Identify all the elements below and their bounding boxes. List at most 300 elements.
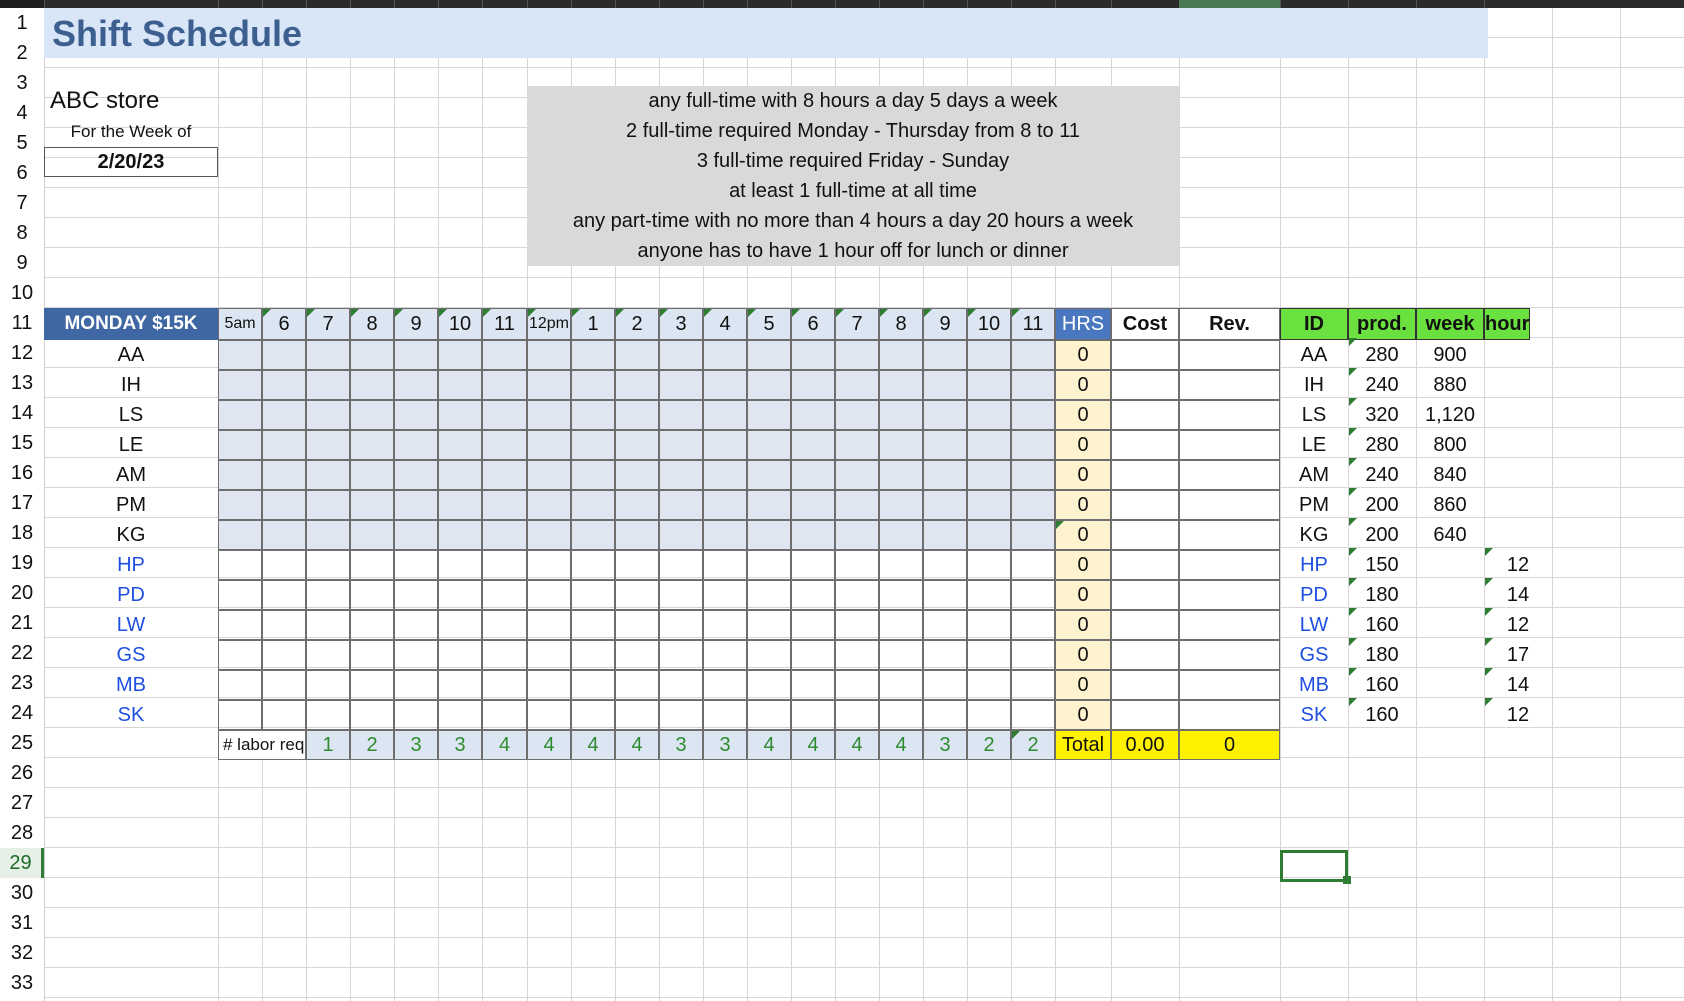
schedule-slot[interactable]: [1011, 670, 1055, 700]
schedule-slot[interactable]: [703, 700, 747, 730]
rev-cell[interactable]: [1179, 370, 1280, 400]
staff-id[interactable]: LS: [1301, 403, 1327, 426]
schedule-slot[interactable]: [879, 580, 923, 610]
schedule-slot[interactable]: [659, 430, 703, 460]
row-number[interactable]: 27: [10, 792, 34, 814]
time-header[interactable]: 8: [879, 308, 923, 340]
employee-name[interactable]: GS: [116, 643, 146, 666]
cost-cell[interactable]: [1111, 670, 1179, 700]
schedule-slot[interactable]: [350, 430, 394, 460]
staff-id[interactable]: AM: [1299, 463, 1329, 486]
schedule-slot[interactable]: [1011, 700, 1055, 730]
schedule-slot[interactable]: [394, 670, 438, 700]
staff-week[interactable]: 1,120: [1424, 403, 1476, 426]
schedule-slot[interactable]: [923, 580, 967, 610]
row-number[interactable]: 10: [10, 282, 34, 304]
staff-hour[interactable]: 14: [1506, 583, 1530, 606]
schedule-slot[interactable]: [659, 400, 703, 430]
schedule-slot[interactable]: [747, 370, 791, 400]
staff-id[interactable]: HP: [1300, 553, 1328, 576]
schedule-slot[interactable]: [218, 340, 262, 370]
schedule-slot[interactable]: [527, 400, 571, 430]
staff-prod[interactable]: 160: [1365, 703, 1399, 726]
schedule-slot[interactable]: [967, 700, 1011, 730]
hours-total[interactable]: 0: [1055, 640, 1111, 670]
schedule-slot[interactable]: [262, 640, 306, 670]
schedule-slot[interactable]: [747, 700, 791, 730]
schedule-slot[interactable]: [923, 610, 967, 640]
labor-required-value[interactable]: 3: [703, 730, 747, 760]
rev-cell[interactable]: [1179, 490, 1280, 520]
schedule-slot[interactable]: [923, 430, 967, 460]
schedule-slot[interactable]: [967, 340, 1011, 370]
schedule-slot[interactable]: [703, 520, 747, 550]
schedule-slot[interactable]: [1011, 460, 1055, 490]
schedule-slot[interactable]: [394, 580, 438, 610]
employee-name[interactable]: SK: [117, 703, 145, 726]
schedule-slot[interactable]: [527, 430, 571, 460]
time-header[interactable]: 6: [791, 308, 835, 340]
cost-cell[interactable]: [1111, 460, 1179, 490]
schedule-slot[interactable]: [218, 490, 262, 520]
schedule-slot[interactable]: [615, 340, 659, 370]
schedule-slot[interactable]: [879, 400, 923, 430]
staff-hour[interactable]: 12: [1506, 703, 1530, 726]
schedule-slot[interactable]: [747, 520, 791, 550]
schedule-slot[interactable]: [527, 460, 571, 490]
rev-cell[interactable]: [1179, 550, 1280, 580]
schedule-slot[interactable]: [923, 670, 967, 700]
schedule-slot[interactable]: [835, 430, 879, 460]
rev-cell[interactable]: [1179, 430, 1280, 460]
schedule-slot[interactable]: [1011, 340, 1055, 370]
schedule-slot[interactable]: [527, 610, 571, 640]
staff-hour[interactable]: 17: [1506, 643, 1530, 666]
column-header-bar[interactable]: [0, 0, 1684, 8]
staff-id[interactable]: GS: [1299, 643, 1329, 666]
schedule-slot[interactable]: [835, 400, 879, 430]
time-header[interactable]: 10: [967, 308, 1011, 340]
row-number[interactable]: 18: [10, 522, 34, 544]
staff-week[interactable]: 900: [1433, 343, 1467, 366]
row-number[interactable]: 5: [16, 132, 28, 154]
schedule-slot[interactable]: [350, 460, 394, 490]
hours-total[interactable]: 0: [1055, 490, 1111, 520]
staff-prod[interactable]: 180: [1365, 643, 1399, 666]
schedule-slot[interactable]: [659, 580, 703, 610]
fill-handle[interactable]: [1343, 876, 1351, 884]
cost-cell[interactable]: [1111, 700, 1179, 730]
time-header[interactable]: 7: [835, 308, 879, 340]
staff-id[interactable]: KG: [1299, 523, 1329, 546]
staff-id[interactable]: LE: [1301, 433, 1327, 456]
schedule-slot[interactable]: [527, 550, 571, 580]
schedule-slot[interactable]: [394, 550, 438, 580]
staff-hour[interactable]: 12: [1506, 613, 1530, 636]
schedule-slot[interactable]: [394, 700, 438, 730]
time-header[interactable]: 5: [747, 308, 791, 340]
schedule-slot[interactable]: [703, 610, 747, 640]
schedule-slot[interactable]: [571, 340, 615, 370]
time-header[interactable]: 10: [438, 308, 482, 340]
cost-cell[interactable]: [1111, 640, 1179, 670]
schedule-slot[interactable]: [747, 430, 791, 460]
schedule-slot[interactable]: [835, 370, 879, 400]
schedule-slot[interactable]: [835, 460, 879, 490]
day-header[interactable]: MONDAY $15K: [44, 308, 218, 340]
time-header[interactable]: 5am: [218, 308, 262, 340]
time-header[interactable]: 4: [703, 308, 747, 340]
schedule-slot[interactable]: [659, 670, 703, 700]
time-header[interactable]: 6: [262, 308, 306, 340]
cost-cell[interactable]: [1111, 370, 1179, 400]
schedule-slot[interactable]: [967, 370, 1011, 400]
schedule-slot[interactable]: [747, 670, 791, 700]
schedule-slot[interactable]: [1011, 520, 1055, 550]
schedule-slot[interactable]: [571, 490, 615, 520]
schedule-slot[interactable]: [1011, 580, 1055, 610]
cost-cell[interactable]: [1111, 550, 1179, 580]
row-number[interactable]: 30: [10, 882, 34, 904]
schedule-slot[interactable]: [350, 340, 394, 370]
schedule-slot[interactable]: [1011, 430, 1055, 460]
staff-hour[interactable]: [1484, 370, 1552, 400]
schedule-slot[interactable]: [306, 580, 350, 610]
schedule-slot[interactable]: [438, 700, 482, 730]
schedule-slot[interactable]: [438, 340, 482, 370]
staff-prod[interactable]: 200: [1365, 523, 1399, 546]
schedule-slot[interactable]: [747, 460, 791, 490]
staff-week[interactable]: [1416, 580, 1484, 610]
schedule-slot[interactable]: [350, 670, 394, 700]
staff-week[interactable]: 880: [1433, 373, 1467, 396]
staff-week[interactable]: 860: [1433, 493, 1467, 516]
schedule-slot[interactable]: [791, 400, 835, 430]
schedule-slot[interactable]: [1011, 490, 1055, 520]
schedule-slot[interactable]: [879, 700, 923, 730]
schedule-slot[interactable]: [482, 640, 527, 670]
schedule-slot[interactable]: [1011, 550, 1055, 580]
labor-required-value[interactable]: 3: [923, 730, 967, 760]
labor-required-value[interactable]: 1: [306, 730, 350, 760]
schedule-slot[interactable]: [394, 520, 438, 550]
schedule-slot[interactable]: [879, 370, 923, 400]
row-number[interactable]: 9: [16, 252, 28, 274]
schedule-slot[interactable]: [527, 490, 571, 520]
schedule-slot[interactable]: [218, 520, 262, 550]
schedule-slot[interactable]: [262, 580, 306, 610]
row-number[interactable]: 17: [10, 492, 34, 514]
schedule-slot[interactable]: [394, 490, 438, 520]
cost-cell[interactable]: [1111, 610, 1179, 640]
staff-week[interactable]: [1416, 550, 1484, 580]
schedule-slot[interactable]: [482, 670, 527, 700]
cost-cell[interactable]: [1111, 580, 1179, 610]
row-number[interactable]: 19: [10, 552, 34, 574]
staff-week[interactable]: 840: [1433, 463, 1467, 486]
schedule-slot[interactable]: [659, 520, 703, 550]
staff-id[interactable]: AA: [1300, 343, 1328, 366]
schedule-slot[interactable]: [659, 490, 703, 520]
row-number[interactable]: 24: [10, 702, 34, 724]
time-header[interactable]: 8: [350, 308, 394, 340]
schedule-slot[interactable]: [438, 610, 482, 640]
schedule-slot[interactable]: [218, 610, 262, 640]
select-all-corner[interactable]: [0, 0, 44, 8]
schedule-slot[interactable]: [527, 700, 571, 730]
schedule-slot[interactable]: [835, 520, 879, 550]
schedule-slot[interactable]: [482, 430, 527, 460]
rev-cell[interactable]: [1179, 400, 1280, 430]
schedule-slot[interactable]: [262, 430, 306, 460]
time-header[interactable]: 1: [571, 308, 615, 340]
row-number[interactable]: 33: [10, 972, 34, 994]
schedule-slot[interactable]: [306, 430, 350, 460]
schedule-slot[interactable]: [218, 370, 262, 400]
schedule-slot[interactable]: [615, 520, 659, 550]
hours-total[interactable]: 0: [1055, 670, 1111, 700]
schedule-slot[interactable]: [262, 610, 306, 640]
schedule-slot[interactable]: [482, 400, 527, 430]
labor-required-value[interactable]: 4: [527, 730, 571, 760]
staff-week[interactable]: [1416, 640, 1484, 670]
schedule-slot[interactable]: [703, 580, 747, 610]
schedule-slot[interactable]: [791, 610, 835, 640]
staff-id[interactable]: PM: [1299, 493, 1329, 516]
row-number[interactable]: 15: [10, 432, 34, 454]
employee-name[interactable]: LW: [116, 613, 146, 636]
row-number[interactable]: 7: [16, 192, 28, 214]
schedule-slot[interactable]: [923, 700, 967, 730]
schedule-slot[interactable]: [438, 430, 482, 460]
staff-prod[interactable]: 280: [1365, 343, 1399, 366]
schedule-slot[interactable]: [615, 700, 659, 730]
schedule-slot[interactable]: [394, 460, 438, 490]
schedule-slot[interactable]: [571, 610, 615, 640]
row-number[interactable]: 11: [11, 312, 33, 334]
staff-prod[interactable]: 280: [1365, 433, 1399, 456]
row-number[interactable]: 23: [10, 672, 34, 694]
schedule-slot[interactable]: [703, 430, 747, 460]
staff-hour[interactable]: [1484, 430, 1552, 460]
time-header[interactable]: 7: [306, 308, 350, 340]
rev-cell[interactable]: [1179, 580, 1280, 610]
staff-id-header[interactable]: ID: [1280, 308, 1348, 340]
schedule-slot[interactable]: [482, 610, 527, 640]
schedule-slot[interactable]: [791, 490, 835, 520]
hours-total[interactable]: 0: [1055, 550, 1111, 580]
schedule-slot[interactable]: [527, 670, 571, 700]
employee-name[interactable]: PM: [116, 493, 146, 516]
schedule-slot[interactable]: [482, 520, 527, 550]
schedule-slot[interactable]: [791, 640, 835, 670]
staff-id[interactable]: PD: [1300, 583, 1328, 606]
rev-cell[interactable]: [1179, 610, 1280, 640]
labor-required-value[interactable]: 2: [967, 730, 1011, 760]
labor-required-value[interactable]: 4: [747, 730, 791, 760]
row-number[interactable]: 21: [10, 612, 34, 634]
schedule-slot[interactable]: [835, 580, 879, 610]
row-number[interactable]: 22: [10, 642, 34, 664]
schedule-slot[interactable]: [967, 490, 1011, 520]
schedule-slot[interactable]: [879, 340, 923, 370]
schedule-slot[interactable]: [615, 610, 659, 640]
staff-hour-header[interactable]: hour: [1484, 308, 1530, 340]
cost-cell[interactable]: [1111, 490, 1179, 520]
schedule-slot[interactable]: [571, 430, 615, 460]
cost-cell[interactable]: [1111, 430, 1179, 460]
row-number[interactable]: 13: [10, 372, 34, 394]
schedule-slot[interactable]: [571, 700, 615, 730]
employee-name[interactable]: HP: [117, 553, 145, 576]
week-label[interactable]: For the Week of: [70, 122, 192, 141]
hours-total[interactable]: 0: [1055, 700, 1111, 730]
row-number[interactable]: 31: [10, 912, 34, 934]
staff-week[interactable]: [1416, 700, 1484, 730]
schedule-slot[interactable]: [703, 490, 747, 520]
schedule-slot[interactable]: [615, 400, 659, 430]
rev-cell[interactable]: [1179, 670, 1280, 700]
schedule-slot[interactable]: [527, 640, 571, 670]
row-number[interactable]: 16: [10, 462, 34, 484]
schedule-slot[interactable]: [879, 430, 923, 460]
employee-name[interactable]: PD: [117, 583, 145, 606]
schedule-slot[interactable]: [306, 400, 350, 430]
sheet-title[interactable]: Shift Schedule: [52, 13, 303, 54]
schedule-slot[interactable]: [879, 610, 923, 640]
staff-prod-header[interactable]: prod.: [1348, 308, 1416, 340]
schedule-slot[interactable]: [482, 460, 527, 490]
schedule-slot[interactable]: [262, 340, 306, 370]
row-number[interactable]: 6: [16, 162, 28, 184]
schedule-slot[interactable]: [218, 670, 262, 700]
schedule-slot[interactable]: [350, 610, 394, 640]
schedule-slot[interactable]: [262, 370, 306, 400]
staff-hour[interactable]: [1484, 460, 1552, 490]
schedule-slot[interactable]: [879, 670, 923, 700]
total-rev[interactable]: 0: [1179, 730, 1280, 760]
schedule-slot[interactable]: [218, 460, 262, 490]
schedule-slot[interactable]: [306, 370, 350, 400]
staff-hour[interactable]: [1484, 520, 1552, 550]
schedule-slot[interactable]: [835, 640, 879, 670]
schedule-slot[interactable]: [615, 460, 659, 490]
row-number[interactable]: 25: [10, 732, 34, 754]
schedule-slot[interactable]: [262, 490, 306, 520]
schedule-slot[interactable]: [438, 550, 482, 580]
schedule-slot[interactable]: [967, 550, 1011, 580]
schedule-slot[interactable]: [923, 340, 967, 370]
schedule-slot[interactable]: [350, 550, 394, 580]
employee-name[interactable]: LE: [118, 433, 144, 456]
schedule-slot[interactable]: [1011, 400, 1055, 430]
schedule-slot[interactable]: [394, 430, 438, 460]
schedule-slot[interactable]: [218, 550, 262, 580]
schedule-slot[interactable]: [703, 640, 747, 670]
schedule-slot[interactable]: [835, 490, 879, 520]
schedule-slot[interactable]: [527, 340, 571, 370]
time-header[interactable]: 9: [394, 308, 438, 340]
staff-week-header[interactable]: week: [1416, 308, 1484, 340]
labor-required-value[interactable]: 4: [571, 730, 615, 760]
schedule-slot[interactable]: [394, 400, 438, 430]
time-header[interactable]: 9: [923, 308, 967, 340]
schedule-slot[interactable]: [571, 550, 615, 580]
staff-prod[interactable]: 180: [1365, 583, 1399, 606]
employee-name[interactable]: KG: [116, 523, 146, 546]
schedule-slot[interactable]: [482, 490, 527, 520]
schedule-slot[interactable]: [394, 370, 438, 400]
schedule-slot[interactable]: [659, 640, 703, 670]
hours-total[interactable]: 0: [1055, 400, 1111, 430]
schedule-slot[interactable]: [350, 490, 394, 520]
staff-prod[interactable]: 320: [1365, 403, 1399, 426]
schedule-slot[interactable]: [262, 670, 306, 700]
schedule-slot[interactable]: [923, 520, 967, 550]
employee-name[interactable]: MB: [116, 673, 146, 696]
staff-hour[interactable]: 14: [1506, 673, 1530, 696]
schedule-slot[interactable]: [218, 580, 262, 610]
row-number[interactable]: 4: [16, 102, 28, 124]
schedule-slot[interactable]: [306, 340, 350, 370]
schedule-slot[interactable]: [350, 640, 394, 670]
employee-name[interactable]: AA: [117, 343, 145, 366]
staff-prod[interactable]: 200: [1365, 493, 1399, 516]
rev-header[interactable]: Rev.: [1179, 308, 1280, 340]
row-number[interactable]: 1: [16, 12, 28, 34]
schedule-slot[interactable]: [791, 670, 835, 700]
schedule-slot[interactable]: [923, 460, 967, 490]
labor-required-value[interactable]: 3: [394, 730, 438, 760]
schedule-slot[interactable]: [703, 370, 747, 400]
row-number[interactable]: 32: [10, 942, 34, 964]
schedule-slot[interactable]: [791, 580, 835, 610]
schedule-slot[interactable]: [791, 430, 835, 460]
staff-week[interactable]: [1416, 670, 1484, 700]
hours-total[interactable]: 0: [1055, 430, 1111, 460]
schedule-slot[interactable]: [835, 550, 879, 580]
schedule-slot[interactable]: [306, 550, 350, 580]
labor-required-label[interactable]: # labor req: [218, 730, 306, 760]
staff-week[interactable]: [1416, 610, 1484, 640]
schedule-slot[interactable]: [262, 700, 306, 730]
schedule-slot[interactable]: [438, 460, 482, 490]
staff-prod[interactable]: 160: [1365, 613, 1399, 636]
schedule-slot[interactable]: [703, 340, 747, 370]
labor-required-value[interactable]: 3: [659, 730, 703, 760]
rev-cell[interactable]: [1179, 700, 1280, 730]
total-label[interactable]: Total: [1055, 730, 1111, 760]
schedule-slot[interactable]: [879, 460, 923, 490]
schedule-slot[interactable]: [262, 460, 306, 490]
schedule-slot[interactable]: [482, 580, 527, 610]
schedule-slot[interactable]: [218, 640, 262, 670]
schedule-slot[interactable]: [262, 400, 306, 430]
rev-cell[interactable]: [1179, 520, 1280, 550]
schedule-slot[interactable]: [615, 550, 659, 580]
schedule-slot[interactable]: [879, 640, 923, 670]
schedule-slot[interactable]: [659, 460, 703, 490]
rev-cell[interactable]: [1179, 640, 1280, 670]
row-number[interactable]: 3: [16, 72, 28, 94]
schedule-slot[interactable]: [747, 490, 791, 520]
schedule-slot[interactable]: [306, 520, 350, 550]
row-number[interactable]: 8: [16, 222, 28, 244]
schedule-slot[interactable]: [703, 550, 747, 580]
schedule-slot[interactable]: [438, 490, 482, 520]
schedule-slot[interactable]: [791, 550, 835, 580]
schedule-slot[interactable]: [615, 370, 659, 400]
